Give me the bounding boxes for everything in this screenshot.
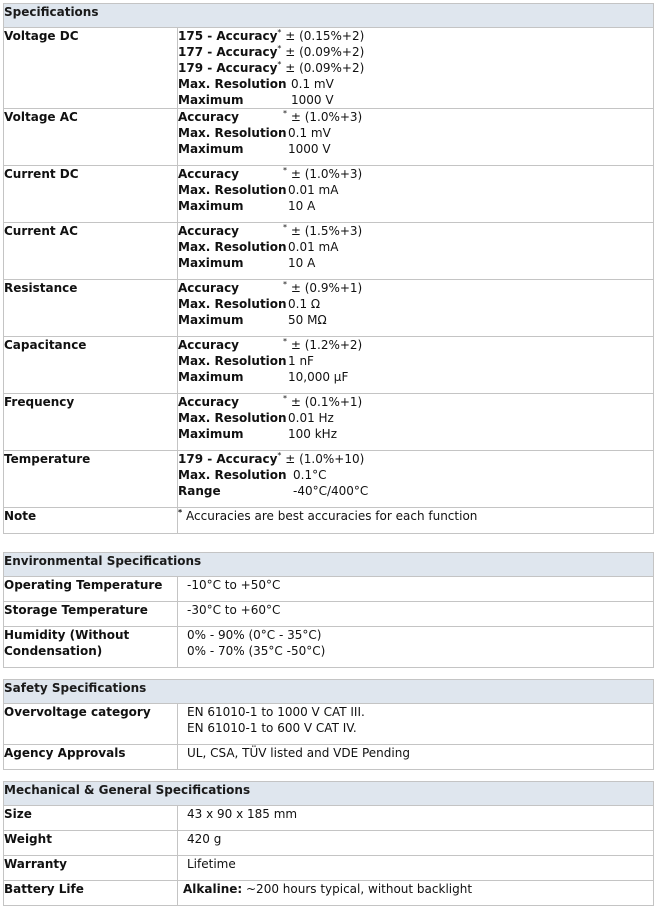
spec-row-frequency [4,394,654,451]
spec-val: 0.01 Hz [288,411,334,425]
spec-key: Range [178,484,221,498]
spec-key: Maximum [178,370,244,384]
asterisk: * [277,28,282,37]
spec-key: 175 - Accuracy [178,29,278,43]
spec-value [178,508,654,534]
asterisk: * [283,280,287,289]
asterisk: * [277,60,282,69]
spec-line [178,166,653,182]
spec-label: Voltage AC [4,109,178,166]
note-text: Accuracies are best accuracies for each function [186,509,478,523]
spec-value [178,280,654,337]
spec-val: 0.1 mV [288,126,331,140]
spec-row-voltage-ac [4,109,654,166]
asterisk: * [283,223,287,232]
spec-val: 10 A [288,256,316,270]
env-label-line: Condensation) [4,644,103,658]
spec-val: 1 nF [288,354,314,368]
spec-row-current-dc [4,166,654,223]
environmental-header: Environmental Specifications [4,553,654,577]
spec-value [178,109,654,166]
spec-key: Max. Resolution [178,77,287,91]
spec-val: 0.1°C [293,468,327,482]
spec-line [178,198,653,214]
spec-val: 0.1 mV [291,77,334,91]
safety-row [4,745,654,770]
env-value: -10°C to +50°C [178,577,654,602]
env-label: Operating Temperature [4,577,178,602]
mech-value: Lifetime [178,856,654,881]
spec-line [178,239,653,255]
spec-line [178,141,653,157]
env-value-line: 0% - 70% (35°C -50°C) [187,644,326,658]
spec-line [178,92,653,108]
asterisk: * [283,109,287,118]
spec-row-resistance [4,280,654,337]
mech-row [4,856,654,881]
mech-label: Battery Life [4,881,178,906]
spec-line [178,125,653,141]
mech-value: 420 g [178,831,654,856]
mech-row [4,806,654,831]
env-label: Storage Temperature [4,602,178,627]
safety-value-line: EN 61010-1 to 600 V CAT IV. [187,721,357,735]
asterisk: * [283,394,287,403]
spec-val: ± (1.2%+2) [290,338,363,352]
spec-key: Max. Resolution [178,468,287,482]
spec-key: Maximum [178,93,244,107]
spec-key: 177 - Accuracy [178,45,278,59]
battery-life-text: ~200 hours typical, without backlight [242,882,473,896]
spec-val: ± (1.0%+10) [285,452,365,466]
spec-label: Resistance [4,280,178,337]
spec-key: Maximum [178,427,244,441]
spec-value [178,394,654,451]
spec-key: Accuracy [178,281,240,295]
specifications-table [3,3,654,534]
spec-line [178,296,653,312]
mechanical-table [3,781,654,906]
spec-key: Max. Resolution [178,411,287,425]
spec-val: ± (1.0%+3) [290,167,363,181]
spec-val: 100 kHz [288,427,337,441]
safety-value: UL, CSA, TÜV listed and VDE Pending [178,745,654,770]
spec-key: Maximum [178,142,244,156]
spec-key: Accuracy [178,110,240,124]
spec-val: 0.1 Ω [288,297,321,311]
spec-val: 1000 V [291,93,334,107]
safety-value-line: EN 61010-1 to 1000 V CAT III. [187,705,365,719]
spec-line [178,483,653,499]
asterisk: * [178,508,183,517]
env-value: -30°C to +60°C [178,602,654,627]
spec-row-note [4,508,654,534]
spec-key: 179 - Accuracy [178,61,278,75]
spec-val: 50 MΩ [288,313,327,327]
spec-line [178,109,653,125]
mech-value: 43 x 90 x 185 mm [178,806,654,831]
env-value [178,627,654,668]
mech-row [4,831,654,856]
spec-row-voltage-dc [4,28,654,109]
spec-line [178,426,653,442]
spec-key: Maximum [178,199,244,213]
spec-label: Temperature [4,451,178,508]
spec-value [178,28,654,109]
spec-label: Voltage DC [4,28,178,109]
spec-val: ± (1.0%+3) [290,110,363,124]
asterisk: * [283,166,287,175]
spec-value [178,166,654,223]
spec-line [178,28,653,44]
spec-val: ± (0.15%+2) [285,29,365,43]
spec-val: ± (0.09%+2) [285,45,365,59]
spec-value [178,223,654,280]
spec-key: Max. Resolution [178,126,287,140]
spec-val: ± (1.5%+3) [290,224,363,238]
safety-label: Overvoltage category [4,704,178,745]
spec-key: Max. Resolution [178,297,287,311]
spec-key: Max. Resolution [178,183,287,197]
safety-header: Safety Specifications [4,680,654,704]
spec-key: Max. Resolution [178,354,287,368]
spec-val: 10 A [288,199,316,213]
env-row [4,627,654,668]
asterisk: * [283,337,287,346]
mechanical-header: Mechanical & General Specifications [4,782,654,806]
asterisk: * [277,44,282,53]
spec-val: -40°C/400°C [293,484,369,498]
spec-line [178,508,653,524]
spec-line [178,182,653,198]
mech-row [4,881,654,906]
spec-line [178,394,653,410]
env-value-line: 0% - 90% (0°C - 35°C) [187,628,322,642]
spec-line [178,467,653,483]
spec-key: Maximum [178,256,244,270]
spec-line [178,76,653,92]
spec-line [178,44,653,60]
spec-key: Accuracy [178,395,240,409]
safety-label: Agency Approvals [4,745,178,770]
spec-val: 10,000 µF [288,370,349,384]
spec-line [178,369,653,385]
safety-value [178,704,654,745]
spec-val: ± (0.09%+2) [285,61,365,75]
mech-label: Warranty [4,856,178,881]
env-row [4,602,654,627]
spec-line [178,280,653,296]
spec-row-temperature [4,451,654,508]
spec-value [178,451,654,508]
spec-row-capacitance [4,337,654,394]
spec-val: 1000 V [288,142,331,156]
safety-table [3,679,654,770]
spec-key: Maximum [178,313,244,327]
mech-label: Weight [4,831,178,856]
spec-line [178,60,653,76]
spec-line [178,255,653,271]
spec-value [178,337,654,394]
env-row [4,577,654,602]
spec-row-current-ac [4,223,654,280]
env-label-line: Humidity (Without [4,628,130,642]
spec-line [178,337,653,353]
spec-label: Frequency [4,394,178,451]
env-label [4,627,178,668]
environmental-table [3,552,654,668]
spec-label: Capacitance [4,337,178,394]
specifications-header: Specifications [4,4,654,28]
spec-key: Accuracy [178,338,240,352]
spec-line [178,410,653,426]
spec-line [178,451,653,467]
safety-row [4,704,654,745]
spec-line [178,353,653,369]
spec-val: ± (0.1%+1) [290,395,363,409]
spec-val: ± (0.9%+1) [290,281,363,295]
spec-label: Note [4,508,178,534]
spec-line [178,312,653,328]
spec-key: Accuracy [178,224,240,238]
spec-val: 0.01 mA [288,183,339,197]
asterisk: * [277,451,282,460]
spec-val: 0.01 mA [288,240,339,254]
spec-label: Current DC [4,166,178,223]
battery-type: Alkaline: [183,882,243,896]
spec-label: Current AC [4,223,178,280]
spec-key: Max. Resolution [178,240,287,254]
spec-line [178,223,653,239]
mech-value [178,881,654,906]
mech-label: Size [4,806,178,831]
spec-key: 179 - Accuracy [178,452,278,466]
spec-key: Accuracy [178,167,240,181]
